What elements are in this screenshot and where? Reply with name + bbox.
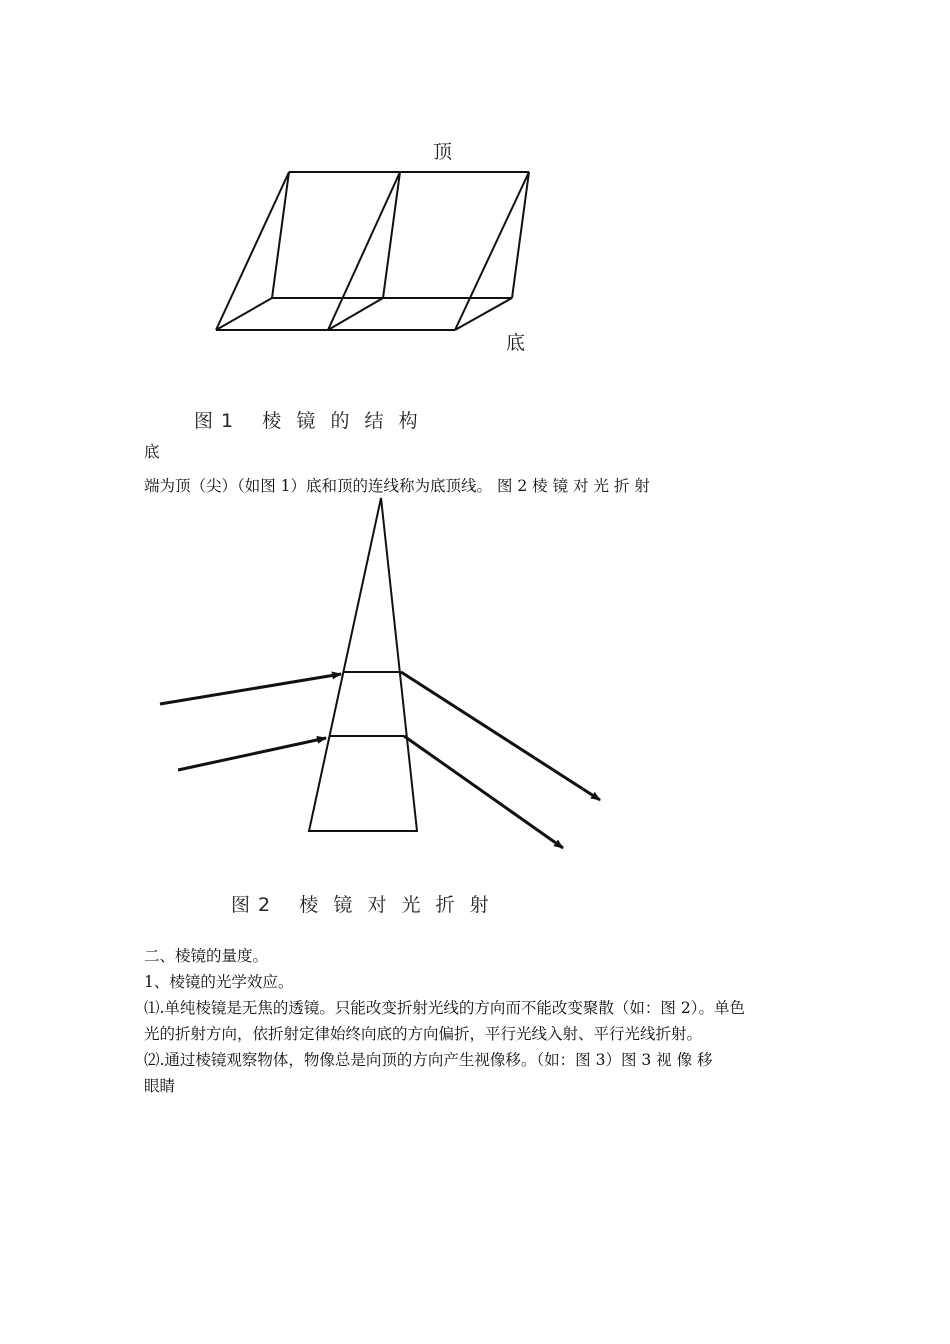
- paragraph-line: 眼睛: [144, 1077, 176, 1095]
- refracted-ray-2: [404, 736, 563, 848]
- text-line: 底: [144, 443, 160, 461]
- incident-ray-2: [178, 738, 326, 770]
- refracted-ray-1: [401, 672, 600, 800]
- paragraph-line: ⑵.通过棱镜观察物体，物像总是向顶的方向产生视像移。（如：图 3）图 3 视 像 移: [144, 1051, 713, 1069]
- incident-ray-1: [160, 674, 341, 704]
- paragraph-line: 光的折射方向，依折射定律始终向底的方向偏折，平行光线入射、平行光线折射。: [144, 1025, 703, 1043]
- apex-label: 顶: [433, 141, 453, 163]
- base-label: 底: [506, 332, 526, 354]
- figure2-caption: 图 2 棱 镜 对 光 折 射: [231, 894, 490, 916]
- prism-refraction-diagram: [0, 490, 950, 870]
- figure1-caption: 图 1 棱 镜 的 结 构: [194, 410, 419, 432]
- text-line: 端为顶（尖）（如图 1）底和顶的连线称为底顶线。 图 2 棱 镜 对 光 折 射: [144, 477, 650, 495]
- prism-outline: [309, 498, 417, 831]
- paragraph-line: ⑴.单纯棱镜是无焦的透镜。只能改变折射光线的方向而不能改变聚散（如：图 2）。单色: [144, 999, 745, 1017]
- section-heading: 二、棱镜的量度。: [144, 947, 269, 965]
- subsection-heading: 1、棱镜的光学效应。: [144, 973, 294, 991]
- prism-structure-diagram: [0, 0, 950, 400]
